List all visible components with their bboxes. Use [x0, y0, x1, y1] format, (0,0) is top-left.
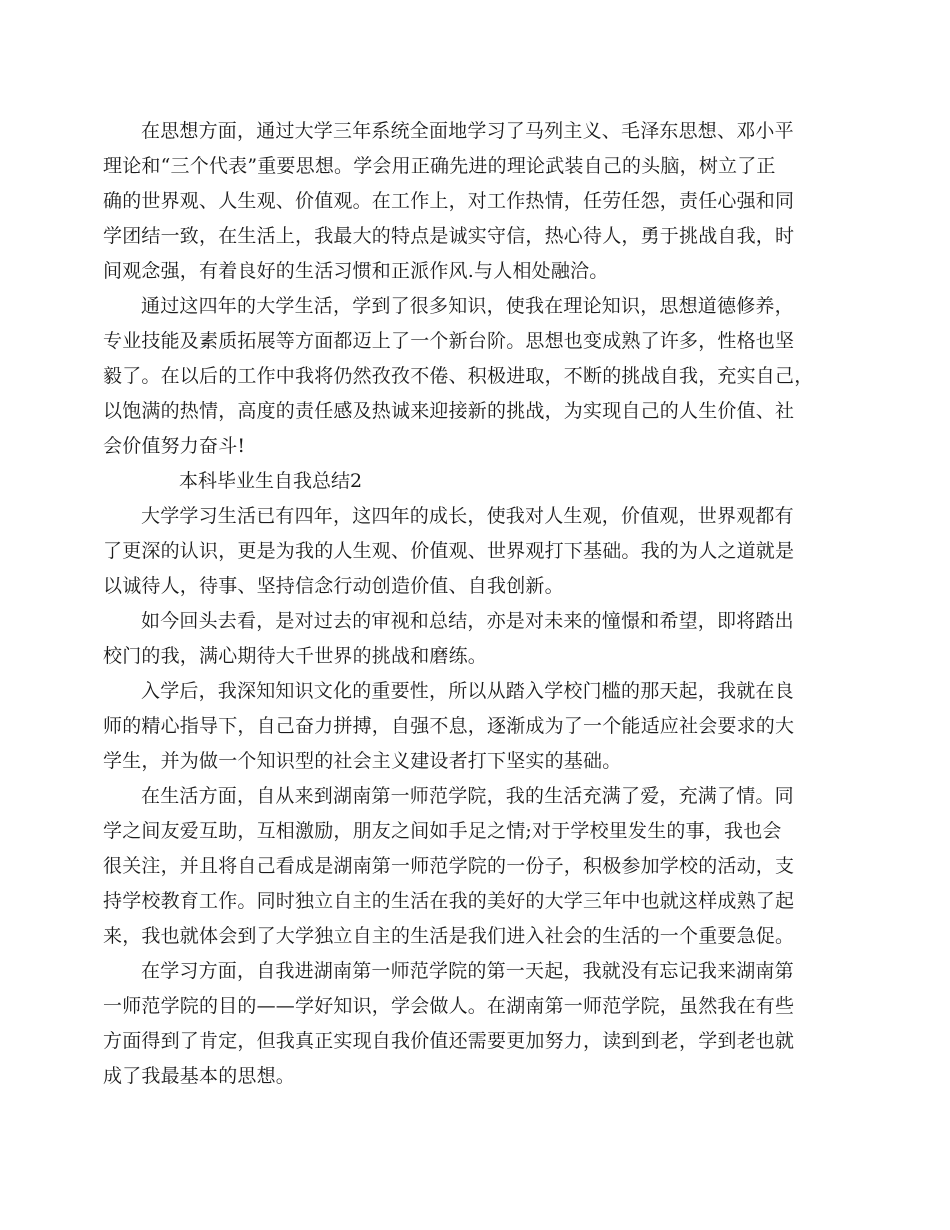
text-line: 理论和“三个代表”重要思想。学会用正确先进的理论武装自己的头脑，树立了正 — [103, 155, 776, 177]
text-line: 毅了。在以后的工作中我将仍然孜孜不倦、积极进取，不断的挑战自我，充实自己， — [103, 365, 814, 387]
paragraph-four-years — [103, 289, 821, 464]
text-line: 大学学习生活已有四年，这四年的成长，使我对人生观，价值观，世界观都有 — [141, 505, 794, 527]
text-line: 如今回头去看，是对过去的审视和总结，亦是对未来的憧憬和希望，即将踏出 — [141, 610, 794, 632]
text-line: 会价值努力奋斗! — [103, 435, 246, 457]
text-line: 间观念强，有着良好的生活习惯和正派作风.与人相处融洽。 — [103, 260, 609, 282]
text-line: 很关注，并且将自己看成是湖南第一师范学院的一份子，积极参加学校的活动，支 — [103, 855, 795, 877]
paragraph-learning — [103, 954, 821, 1094]
paragraph-life — [103, 779, 821, 954]
text-line: 成了我最基本的思想。 — [103, 1065, 296, 1087]
paragraph-thought — [103, 114, 821, 289]
text-line: 校门的我，满心期待大千世界的挑战和磨练。 — [103, 645, 488, 667]
text-line: 学团结一致，在生活上，我最大的特点是诚实守信，热心待人，勇于挑战自我，时 — [103, 225, 795, 247]
text-line: 以诚待人，待事、坚持信念行动创造价值、自我创新。 — [103, 575, 564, 597]
text-line: 在思想方面，通过大学三年系统全面地学习了马列主义、毛泽东思想、邓小平 — [141, 120, 794, 142]
text-line: 确的世界观、人生观、价值观。在工作上，对工作热情，任劳任怨，责任心强和同 — [103, 190, 795, 212]
paragraph-enrollment — [103, 674, 821, 779]
text-line: 通过这四年的大学生活，学到了很多知识，使我在理论知识，思想道德修养， — [141, 295, 794, 317]
text-line: 了更深的认识，更是为我的人生观、价值观、世界观打下基础。我的为人之道就是 — [103, 540, 795, 562]
text-line: 方面得到了肯定，但我真正实现自我价值还需要更加努力，读到到老，学到老也就 — [103, 1030, 795, 1052]
text-line: 专业技能及素质拓展等方面都迈上了一个新台阶。思想也变成熟了许多，性格也坚 — [103, 330, 795, 352]
text-line: 在学习方面，自我进湖南第一师范学院的第一天起，我就没有忘记我来湖南第 — [141, 960, 794, 982]
section-heading: 本科毕业生自我总结2 — [179, 470, 363, 492]
paragraph-look-back — [103, 604, 821, 674]
text-line: 入学后，我深知知识文化的重要性，所以从踏入学校门槛的那天起，我就在良 — [141, 680, 794, 702]
document-page — [103, 114, 821, 1094]
text-line: 以饱满的热情，高度的责任感及热诚来迎接新的挑战，为实现自己的人生价值、社 — [103, 400, 795, 422]
paragraph-study-life — [103, 499, 821, 604]
text-line: 师的精心指导下，自己奋力拼搏，自强不息，逐渐成为了一个能适应社会要求的大 — [103, 715, 795, 737]
text-line: 学之间友爱互助，互相激励，朋友之间如手足之情;对于学校里发生的事，我也会 — [103, 820, 782, 842]
text-line: 在生活方面，自从来到湖南第一师范学院，我的生活充满了爱，充满了情。同 — [141, 785, 794, 807]
text-line: 来，我也就体会到了大学独立自主的生活是我们进入社会的生活的一个重要急促。 — [103, 925, 795, 947]
text-line: 学生，并为做一个知识型的社会主义建设者打下坚实的基础。 — [103, 750, 622, 772]
text-line: 持学校教育工作。同时独立自主的生活在我的美好的大学三年中也就这样成熟了起 — [103, 890, 795, 912]
text-line: 一师范学院的目的——学好知识，学会做人。在湖南第一师范学院，虽然我在有些 — [103, 995, 795, 1017]
